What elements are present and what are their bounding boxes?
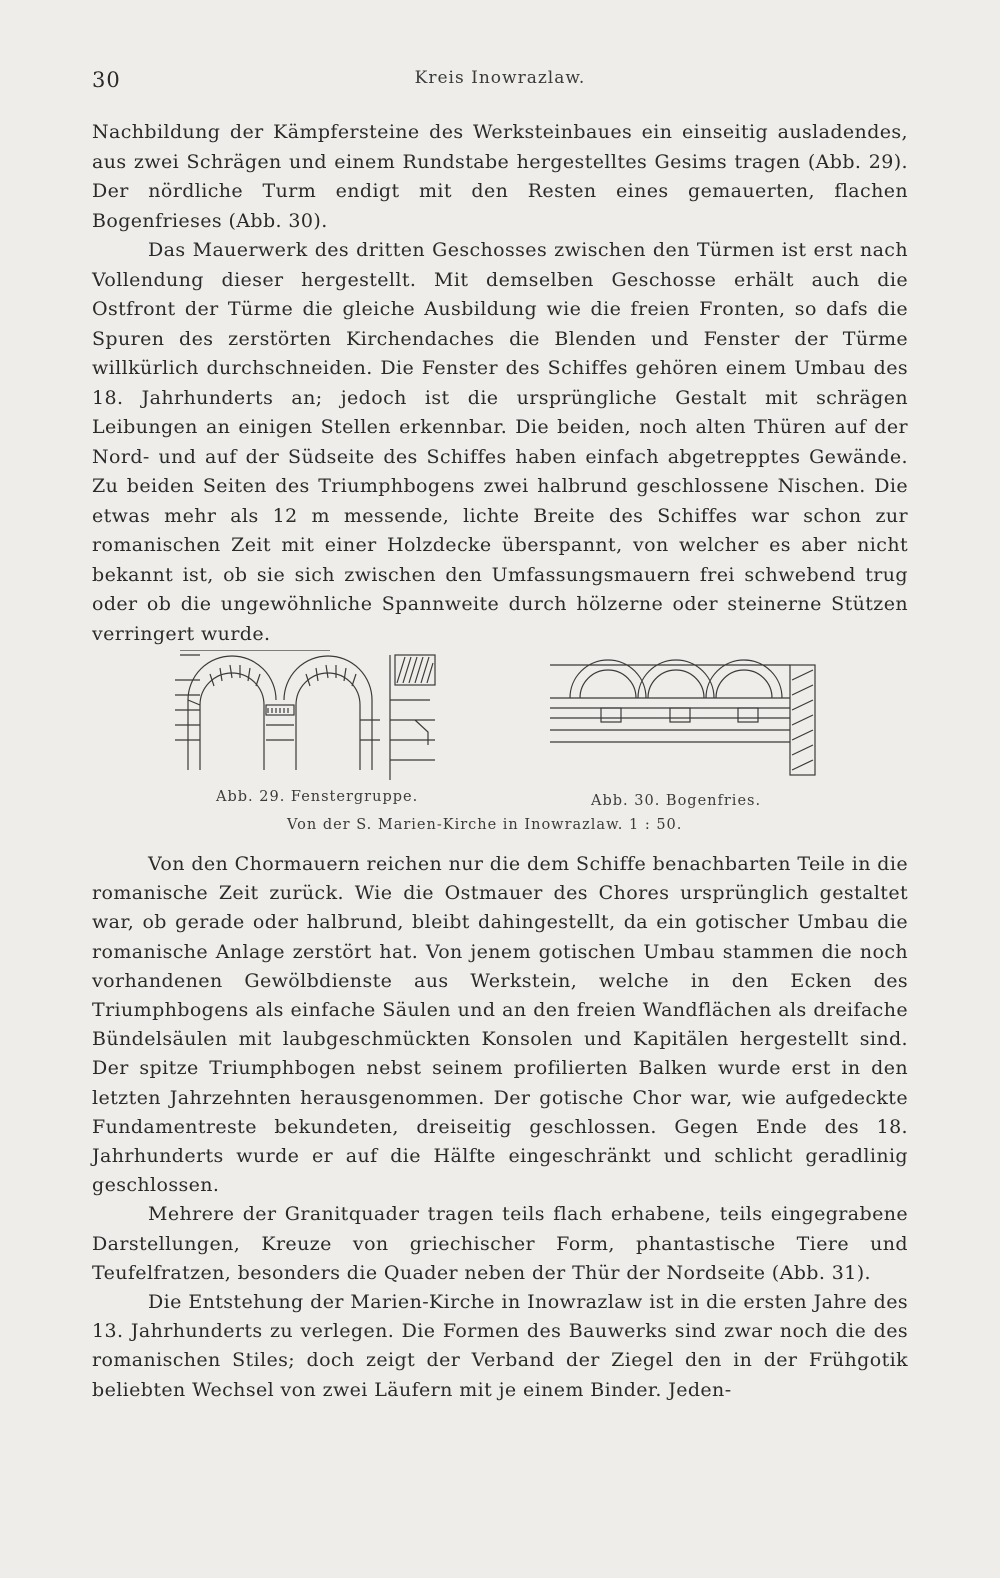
- text-block-top: [92, 118, 908, 649]
- paragraph: Von den Chormauern reichen nur die dem Schiffe benachbarten Teile in die romanische Zeit zurück. Wie die Ostmauer des Chores ursprünglich gestaltet war, ob gerade oder halbrund, bleibt dahingestellt, da ein gotischer Umbau die romanische Anlage zerstört hat. Von jenem gotischen Umbau stammen die noch vorhandenen Gewölbdienste aus Werkstein, welche in den Ecken des Triumphbogens als einfache Säulen und an den freien Wandflächen als dreifache Bündelsäulen mit laubgeschmückten Konsolen und Kapitälen hergestellt sind. Der spitze Triumphbogen nebst seinem profilierten Balken wurde erst in den letzten Jahrzehnten herausgenommen. Der gotische Chor war, wie aufgedeckte Fundamentreste bekundeten, dreiseitig geschlossen. Gegen Ende des 18. Jahrhunderts wurde er auf die Hälfte eingeschränkt und schlicht geradlinig geschlossen.: [92, 853, 908, 1197]
- running-title: Kreis Inowrazlaw.: [414, 68, 586, 88]
- paragraph: Das Mauerwerk des dritten Geschosses zwischen den Türmen ist erst nach Vollendung dieser hergestellt. Mit demselben Geschosse erhält auch die Ostfront der Türme die gleiche Ausbildung wie die freien Fronten, so dafs die Spuren des zerstörten Kirchendaches die Blenden und Fenster der Türme willkürlich durchschneiden. Die Fenster des Schiffes gehören einem Umbau des 18. Jahrhunderts an; jedoch ist die ursprüngliche Gestalt mit schrägen Leibungen an einigen Stellen erkennbar. Die beiden, noch alten Thüren auf der Nord- und auf der Südseite des Schiffes haben einfach abgetrepptes Gewände. Zu beiden Seiten des Triumphbogens zwei halbrund geschlossene Nischen. Die etwas mehr als 12 m messende, lichte Breite des Schiffes war schon zur romanischen Zeit mit einer Holzdecke überspannt, von welcher es aber nicht bekannt ist, ob sie sich zwischen den Umfassungsmauern frei schwebend trug oder ob die ungewöhnliche Spannweite durch hölzerne oder steinerne Stützen verringert wurde.: [92, 239, 908, 645]
- fig30-arched-frieze-drawing: [550, 660, 815, 775]
- fig29-window-group-drawing: [175, 650, 435, 780]
- text-block-bottom: [92, 850, 908, 1405]
- paragraph: Mehrere der Granitquader tragen teils flach erhabene, teils eingegrabene Darstellungen, Kreuze von griechischer Form, phantastische Tiere und Teufelfratzen, besonders die Quader neben der Thür der Nordseite (Abb. 31).: [92, 1203, 908, 1284]
- figure-30-caption: Abb. 30. Bogenfries.: [591, 793, 762, 809]
- architectural-figures: [160, 650, 840, 785]
- figure-29-caption: Abb. 29. Fenstergruppe.: [216, 789, 419, 805]
- page-number: 30: [92, 68, 121, 92]
- figures-source-caption: Von der S. Marien-Kirche in Inowrazlaw. 1 : 50.: [287, 817, 683, 833]
- paragraph: Nachbildung der Kämpfersteine des Werksteinbaues ein einseitig ausladendes, aus zwei Schrägen und einem Rundstabe hergestelltes Gesims tragen (Abb. 29). Der nördliche Turm endigt mit den Resten eines gemauerten, flachen Bogenfrieses (Abb. 30).: [92, 121, 908, 232]
- paragraph: Die Entstehung der Marien-Kirche in Inowrazlaw ist in die ersten Jahre des 13. Jahrhunderts zu verlegen. Die Formen des Bauwerks sind zwar noch die des romanischen Stiles; doch zeigt der Verband der Ziegel den in der Frühgotik beliebten Wechsel von zwei Läufern mit je einem Binder. Jeden-: [92, 1291, 908, 1401]
